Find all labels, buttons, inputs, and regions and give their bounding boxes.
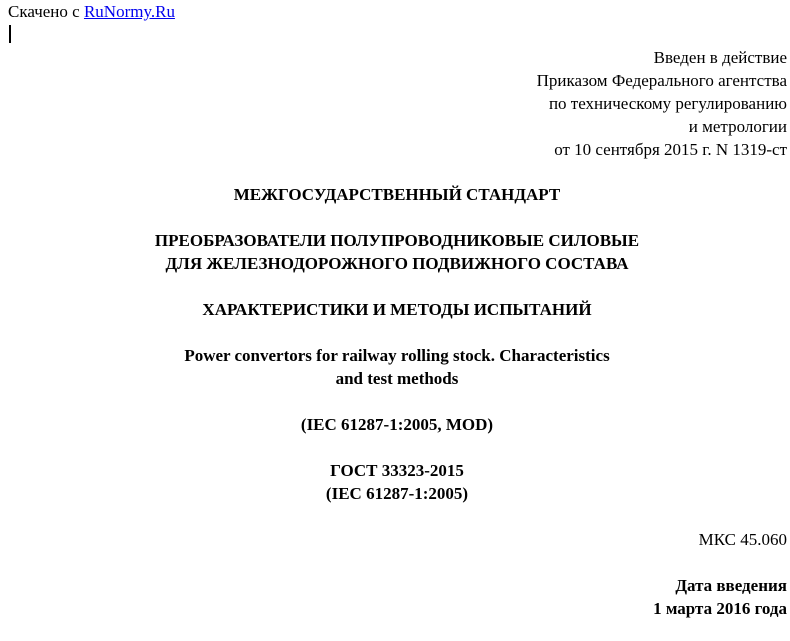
- source-link[interactable]: RuNormy.Ru: [83, 2, 175, 21]
- gost-iec: (IEC 61287-1:2005): [325, 484, 469, 503]
- document-subtitle: ХАРАКТЕРИСТИКИ И МЕТОДЫ ИСПЫТАНИЙ: [202, 300, 592, 319]
- introduction-line: Введен в действие: [653, 48, 787, 67]
- document-title-line: ПРЕОБРАЗОВАТЕЛИ ПОЛУПРОВОДНИКОВЫЕ СИЛОВЫЕ: [154, 231, 640, 250]
- effective-date-label: Дата введения: [675, 576, 787, 595]
- mks-code: МКС 45.060: [698, 530, 787, 549]
- document-title-line: ДЛЯ ЖЕЛЕЗНОДОРОЖНОГО ПОДВИЖНОГО СОСТАВА: [165, 254, 629, 273]
- effective-date-block: [653, 574, 787, 620]
- source-line: [8, 0, 175, 23]
- standard-type: МЕЖГОСУДАРСТВЕННЫЙ СТАНДАРТ: [233, 185, 561, 204]
- introduction-line: Приказом Федерального агентства: [536, 71, 787, 90]
- introduction-block: [537, 46, 787, 161]
- gost-block: [0, 459, 790, 505]
- introduction-line: и метрологии: [688, 117, 787, 136]
- gost-number: ГОСТ 33323-2015: [330, 461, 464, 480]
- introduction-line: по техническому регулированию: [548, 94, 787, 113]
- english-title: [0, 344, 790, 390]
- document-title: [0, 229, 790, 275]
- source-prefix: Скачено с: [8, 2, 84, 21]
- text-cursor: [9, 25, 11, 43]
- iec-reference: (IEC 61287-1:2005, MOD): [300, 415, 494, 434]
- english-title-line: and test methods: [335, 369, 459, 388]
- introduction-line: от 10 сентября 2015 г. N 1319-ст: [554, 140, 787, 159]
- english-title-line: Power convertors for railway rolling stock. Characteristics: [184, 346, 610, 365]
- effective-date-value: 1 марта 2016 года: [653, 599, 787, 618]
